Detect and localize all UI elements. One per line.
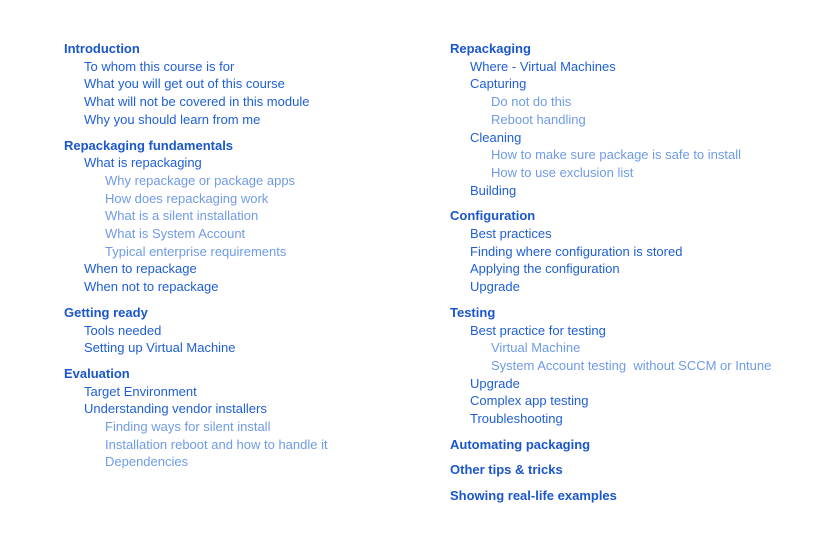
section-configuration	[450, 207, 815, 296]
section-heading[interactable]: Testing	[450, 304, 496, 320]
section-repackaging	[450, 40, 815, 199]
subtopic-link[interactable]: Dependencies	[105, 454, 189, 470]
subtopic-link[interactable]: Do not do this	[491, 94, 572, 110]
topic-link[interactable]: Setting up Virtual Machine	[84, 340, 236, 356]
subtopic-link[interactable]: What is a silent installation	[105, 208, 259, 224]
topic-link[interactable]: What you will get out of this course	[84, 76, 285, 92]
topic-link[interactable]: To whom this course is for	[84, 58, 235, 74]
section-heading[interactable]: Showing real-life examples	[450, 488, 617, 504]
section-heading[interactable]: Introduction	[64, 41, 140, 56]
section-heading[interactable]: Repackaging fundamentals	[64, 137, 234, 153]
topic-link[interactable]: When to repackage	[84, 261, 197, 277]
section-introduction	[64, 40, 434, 129]
topic-link[interactable]: Complex app testing	[470, 393, 589, 409]
topic-link[interactable]: What will not be covered in this module	[84, 94, 310, 110]
topic-link[interactable]: Best practices	[470, 226, 552, 242]
topic-link[interactable]: Building	[470, 182, 517, 198]
topic-link[interactable]: Upgrade	[470, 375, 520, 391]
topic-link[interactable]: Why you should learn from me	[84, 111, 261, 127]
topic-link[interactable]: What is repackaging	[84, 155, 202, 171]
topic-link[interactable]: Troubleshooting	[470, 411, 563, 427]
section-repackaging-fundamentals	[64, 137, 434, 296]
section-heading[interactable]: Getting ready	[64, 304, 148, 320]
subtopic-link[interactable]: Typical enterprise requirements	[105, 243, 287, 259]
topic-link[interactable]: Cleaning	[470, 129, 522, 145]
section-automating-packaging	[450, 436, 815, 454]
topic-link[interactable]: Understanding vendor installers	[84, 401, 267, 417]
section-showing-real-life-examples	[450, 487, 815, 505]
section-heading[interactable]: Configuration	[450, 208, 536, 224]
subtopic-link[interactable]: How to use exclusion list	[491, 164, 634, 180]
section-heading[interactable]: Evaluation	[64, 365, 130, 381]
topic-link[interactable]: Capturing	[470, 76, 527, 92]
topic-link[interactable]: Where - Virtual Machines	[470, 58, 616, 74]
topic-link[interactable]: Tools needed	[84, 322, 162, 338]
section-heading[interactable]: Repackaging	[450, 41, 531, 56]
section-getting-ready	[64, 304, 434, 357]
subtopic-link[interactable]: System Account testing without SCCM or Intune	[491, 357, 772, 373]
subtopic-link[interactable]: Finding ways for silent install	[105, 419, 271, 435]
subtopic-link[interactable]: Reboot handling	[491, 111, 586, 127]
subtopic-link[interactable]: Virtual Machine	[491, 340, 581, 356]
section-evaluation	[64, 365, 434, 471]
section-heading[interactable]: Other tips & tricks	[450, 462, 563, 478]
topic-link[interactable]: Finding where configuration is stored	[470, 243, 683, 259]
topic-link[interactable]: Target Environment	[84, 383, 197, 399]
right-column	[450, 40, 815, 505]
topic-link[interactable]: Best practice for testing	[470, 322, 606, 338]
subtopic-link[interactable]: What is System Account	[105, 226, 246, 242]
subtopic-link[interactable]: Installation reboot and how to handle it	[105, 436, 328, 452]
topic-link[interactable]: Applying the configuration	[470, 261, 620, 277]
subtopic-link[interactable]: How does repackaging work	[105, 190, 269, 206]
topic-link[interactable]: When not to repackage	[84, 279, 219, 295]
section-other-tips-tricks	[450, 461, 815, 479]
subtopic-link[interactable]: Why repackage or package apps	[105, 172, 296, 188]
section-heading[interactable]: Automating packaging	[450, 436, 591, 452]
left-column	[64, 40, 434, 471]
subtopic-link[interactable]: How to make sure package is safe to install	[491, 147, 742, 163]
section-testing	[450, 304, 815, 428]
topic-link[interactable]: Upgrade	[470, 279, 520, 295]
